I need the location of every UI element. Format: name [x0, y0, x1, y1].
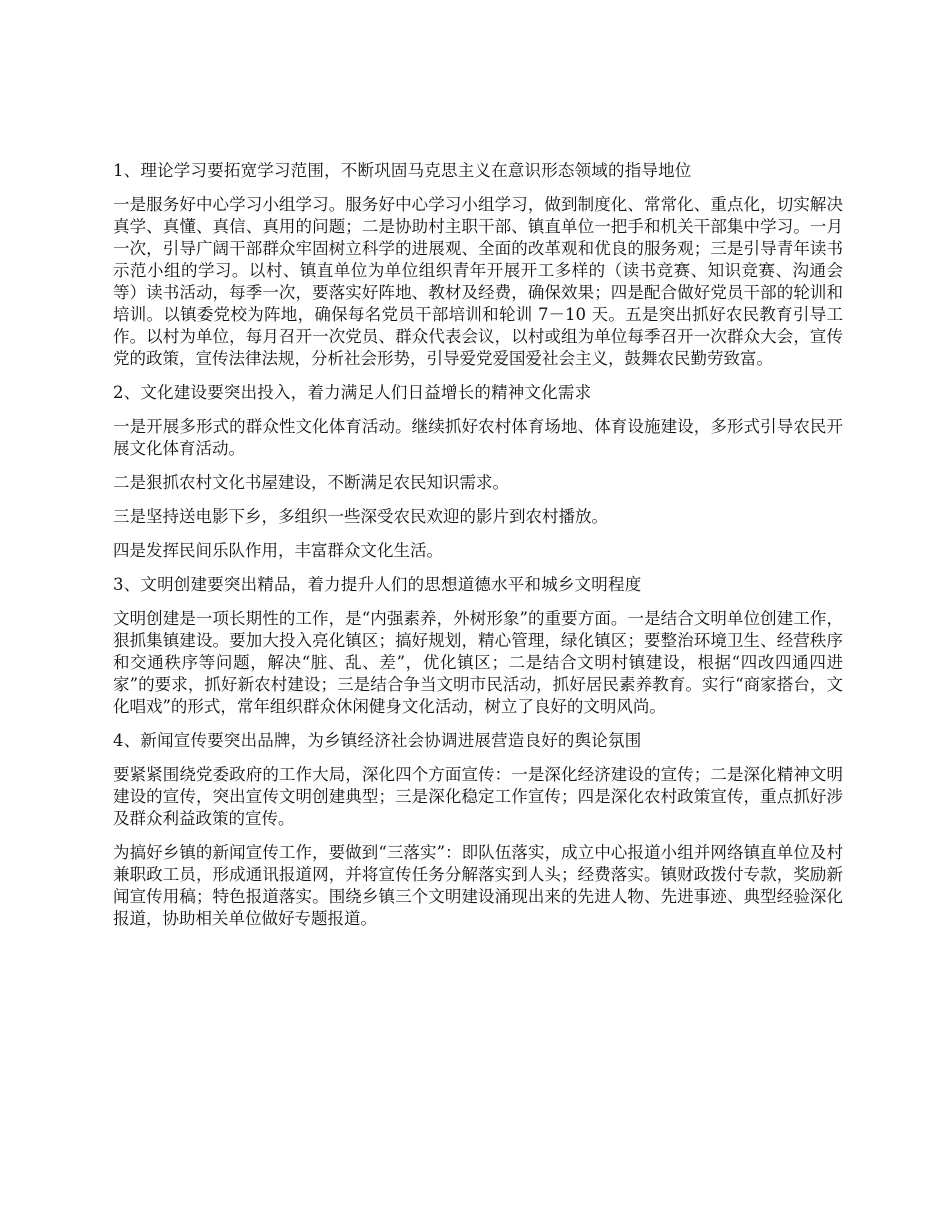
section-2-paragraph-3: 三是坚持送电影下乡，多组织一些深受农民欢迎的影片到农村播放。 [113, 507, 608, 526]
document-body [113, 160, 843, 942]
section-4-paragraph-2: 为搞好乡镇的新闻宣传工作，要做到“三落实”：即队伍落实，成立中心报道小组并网络镇直单位及村兼职政工员，形成通讯报道网，并将宣传任务分解落实到人头；经费落实。镇财政拨付专款，奖励新闻宣传用稿；特色报道落实。围绕乡镇三个文明建设涌现出来的先进人物、先进事迹、典型经验深化报道，协助相关单位做好专题报道。 [113, 843, 843, 928]
section-heading-4: 4、新闻宣传要突出品牌，为乡镇经济社会协调进展营造良好的舆论氛围 [113, 731, 642, 750]
section-heading-2: 2、文化建设要突出投入，着力满足人们日益增长的精神文化需求 [113, 383, 592, 402]
section-heading-1: 1、理论学习要拓宽学习范围，不断巩固马克思主义在意识形态领域的指导地位 [113, 161, 692, 180]
section-2-paragraph-2: 二是狠抓农村文化书屋建设，不断满足农民知识需求。 [113, 473, 509, 492]
section-heading-3: 3、文明创建要突出精品，着力提升人们的思想道德水平和城乡文明程度 [113, 575, 642, 594]
section-3-paragraph-1: 文明创建是一项长期性的工作，是“内强素养，外树形象”的重要方面。一是结合文明单位创建工作，狠抓集镇建设。要加大投入亮化镇区；搞好规划，精心管理，绿化镇区；要整治环境卫生、经营秩序和交通秩序等问题，解决“脏、乱、差”，优化镇区；二是结合文明村镇建设，根据“四改四通四进家”的要求，抓好新农村建设；三是结合争当文明市民活动，抓好居民素养教育。实行“商家搭台，文化唱戏”的形式，常年组织群众休闲健身文化活动，树立了良好的文明风尚。 [113, 609, 843, 716]
section-4-paragraph-1: 要紧紧围绕党委政府的工作大局，深化四个方面宣传：一是深化经济建设的宣传；二是深化精神文明建设的宣传，突出宣传文明创建典型；三是深化稳定工作宣传；四是深化农村政策宣传，重点抓好涉及群众利益政策的宣传。 [113, 765, 843, 828]
section-1-paragraph-1: 一是服务好中心学习小组学习。服务好中心学习小组学习，做到制度化、常常化、重点化，切实解决真学、真懂、真信、真用的问题；二是协助村主职干部、镇直单位一把手和机关干部集中学习。一月一次，引导广阔干部群众牢固树立科学的进展观、全面的改革观和优良的服务观；三是引导青年读书示范小组的学习。以村、镇直单位为单位组织青年开展开工多样的（读书竞赛、知识竞赛、沟通会等）读书活动，每季一次，要落实好阵地、教材及经费，确保效果；四是配合做好党员干部的轮训和培训。以镇委党校为阵地，确保每名党员干部培训和轮训 7－10 天。五是突出抓好农民教育引导工作。以村为单位，每月召开一次党员、群众代表会议，以村或组为单位每季召开一次群众大会，宣传党的政策，宣传法律法规，分析社会形势，引导爱党爱国爱社会主义，鼓舞农民勤劳致富。 [113, 195, 843, 368]
section-2-paragraph-4: 四是发挥民间乐队作用，丰富群众文化生活。 [113, 541, 443, 560]
section-2-paragraph-1: 一是开展多形式的群众性文化体育活动。继续抓好农村体育场地、体育设施建设，多形式引导农民开展文化体育活动。 [113, 417, 843, 458]
